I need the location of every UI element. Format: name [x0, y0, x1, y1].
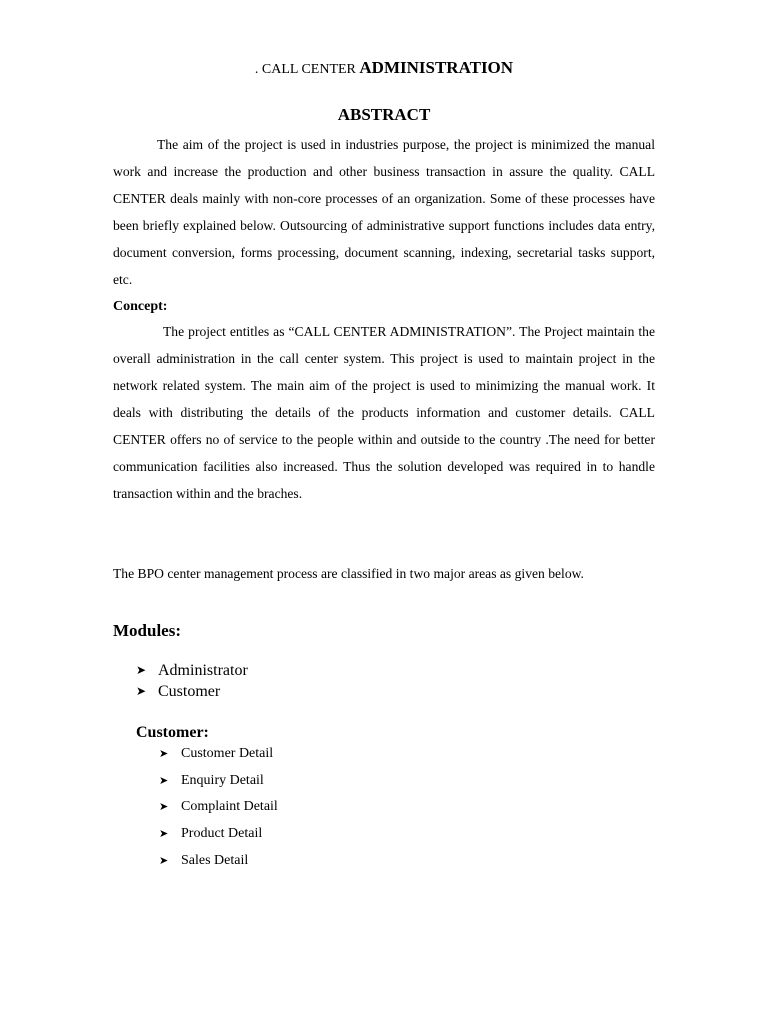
- arrow-bullet-icon: ➤: [159, 828, 169, 841]
- customer-item-label: Complaint Detail: [181, 799, 278, 815]
- module-label: Customer: [158, 683, 221, 700]
- abstract-paragraph: The aim of the project is used in industries purpose, the project is minimized the manual work and increase the production and other business transaction in assure the quality. CALL CENTER deals mainly with non-core processes of an organization. Some of these processes have been briefly explained below. Outsourcing of administrative support functions includes data entry, document conversion, forms processing, document scanning, indexing, secretarial tasks support, etc.: [113, 137, 655, 287]
- customer-item-label: Enquiry Detail: [181, 772, 264, 788]
- arrow-bullet-icon: ➤: [159, 748, 169, 760]
- list-item: [159, 768, 278, 795]
- list-item: [136, 660, 248, 681]
- customer-item-label: Product Detail: [181, 826, 263, 842]
- module-label: Administrator: [158, 662, 248, 679]
- modules-heading: Modules:: [113, 621, 181, 640]
- arrow-bullet-icon: ➤: [136, 663, 147, 677]
- concept-heading: Concept:: [113, 299, 168, 314]
- customer-item-label: Sales Detail: [181, 852, 249, 868]
- list-item: [159, 821, 278, 848]
- concept-paragraph: The project entitles as “CALL CENTER ADMINISTRATION”. The Project maintain the overall administration in the call center system. This project is used to maintain project in the network related system. The main aim of the project is used to minimizing the manual work. It deals with distributing the details of the products information and customer details. CALL CENTER offers no of service to the people within and outside to the country .The need for better communication facilities also increased. Thus the solution developed was required in to handle transaction within and the braches.: [113, 324, 655, 501]
- list-item: [159, 794, 278, 821]
- customer-item-label: Customer Detail: [181, 746, 274, 761]
- list-item: [136, 681, 248, 702]
- list-item: [159, 741, 278, 768]
- arrow-bullet-icon: ➤: [136, 684, 147, 698]
- title-main: ADMINISTRATION: [359, 58, 514, 77]
- customer-list: [159, 741, 278, 874]
- document-title: [0, 58, 768, 80]
- arrow-bullet-icon: ➤: [159, 801, 169, 814]
- arrow-bullet-icon: ➤: [159, 854, 169, 867]
- arrow-bullet-icon: ➤: [159, 774, 169, 787]
- customer-heading: Customer:: [136, 724, 209, 741]
- modules-list: [136, 660, 248, 702]
- abstract-heading: ABSTRACT: [337, 105, 431, 124]
- bpo-sentence: The BPO center management process are classified in two major areas as given below.: [113, 566, 584, 581]
- title-prefix: . CALL CENTER: [254, 62, 356, 77]
- list-item: [159, 848, 278, 875]
